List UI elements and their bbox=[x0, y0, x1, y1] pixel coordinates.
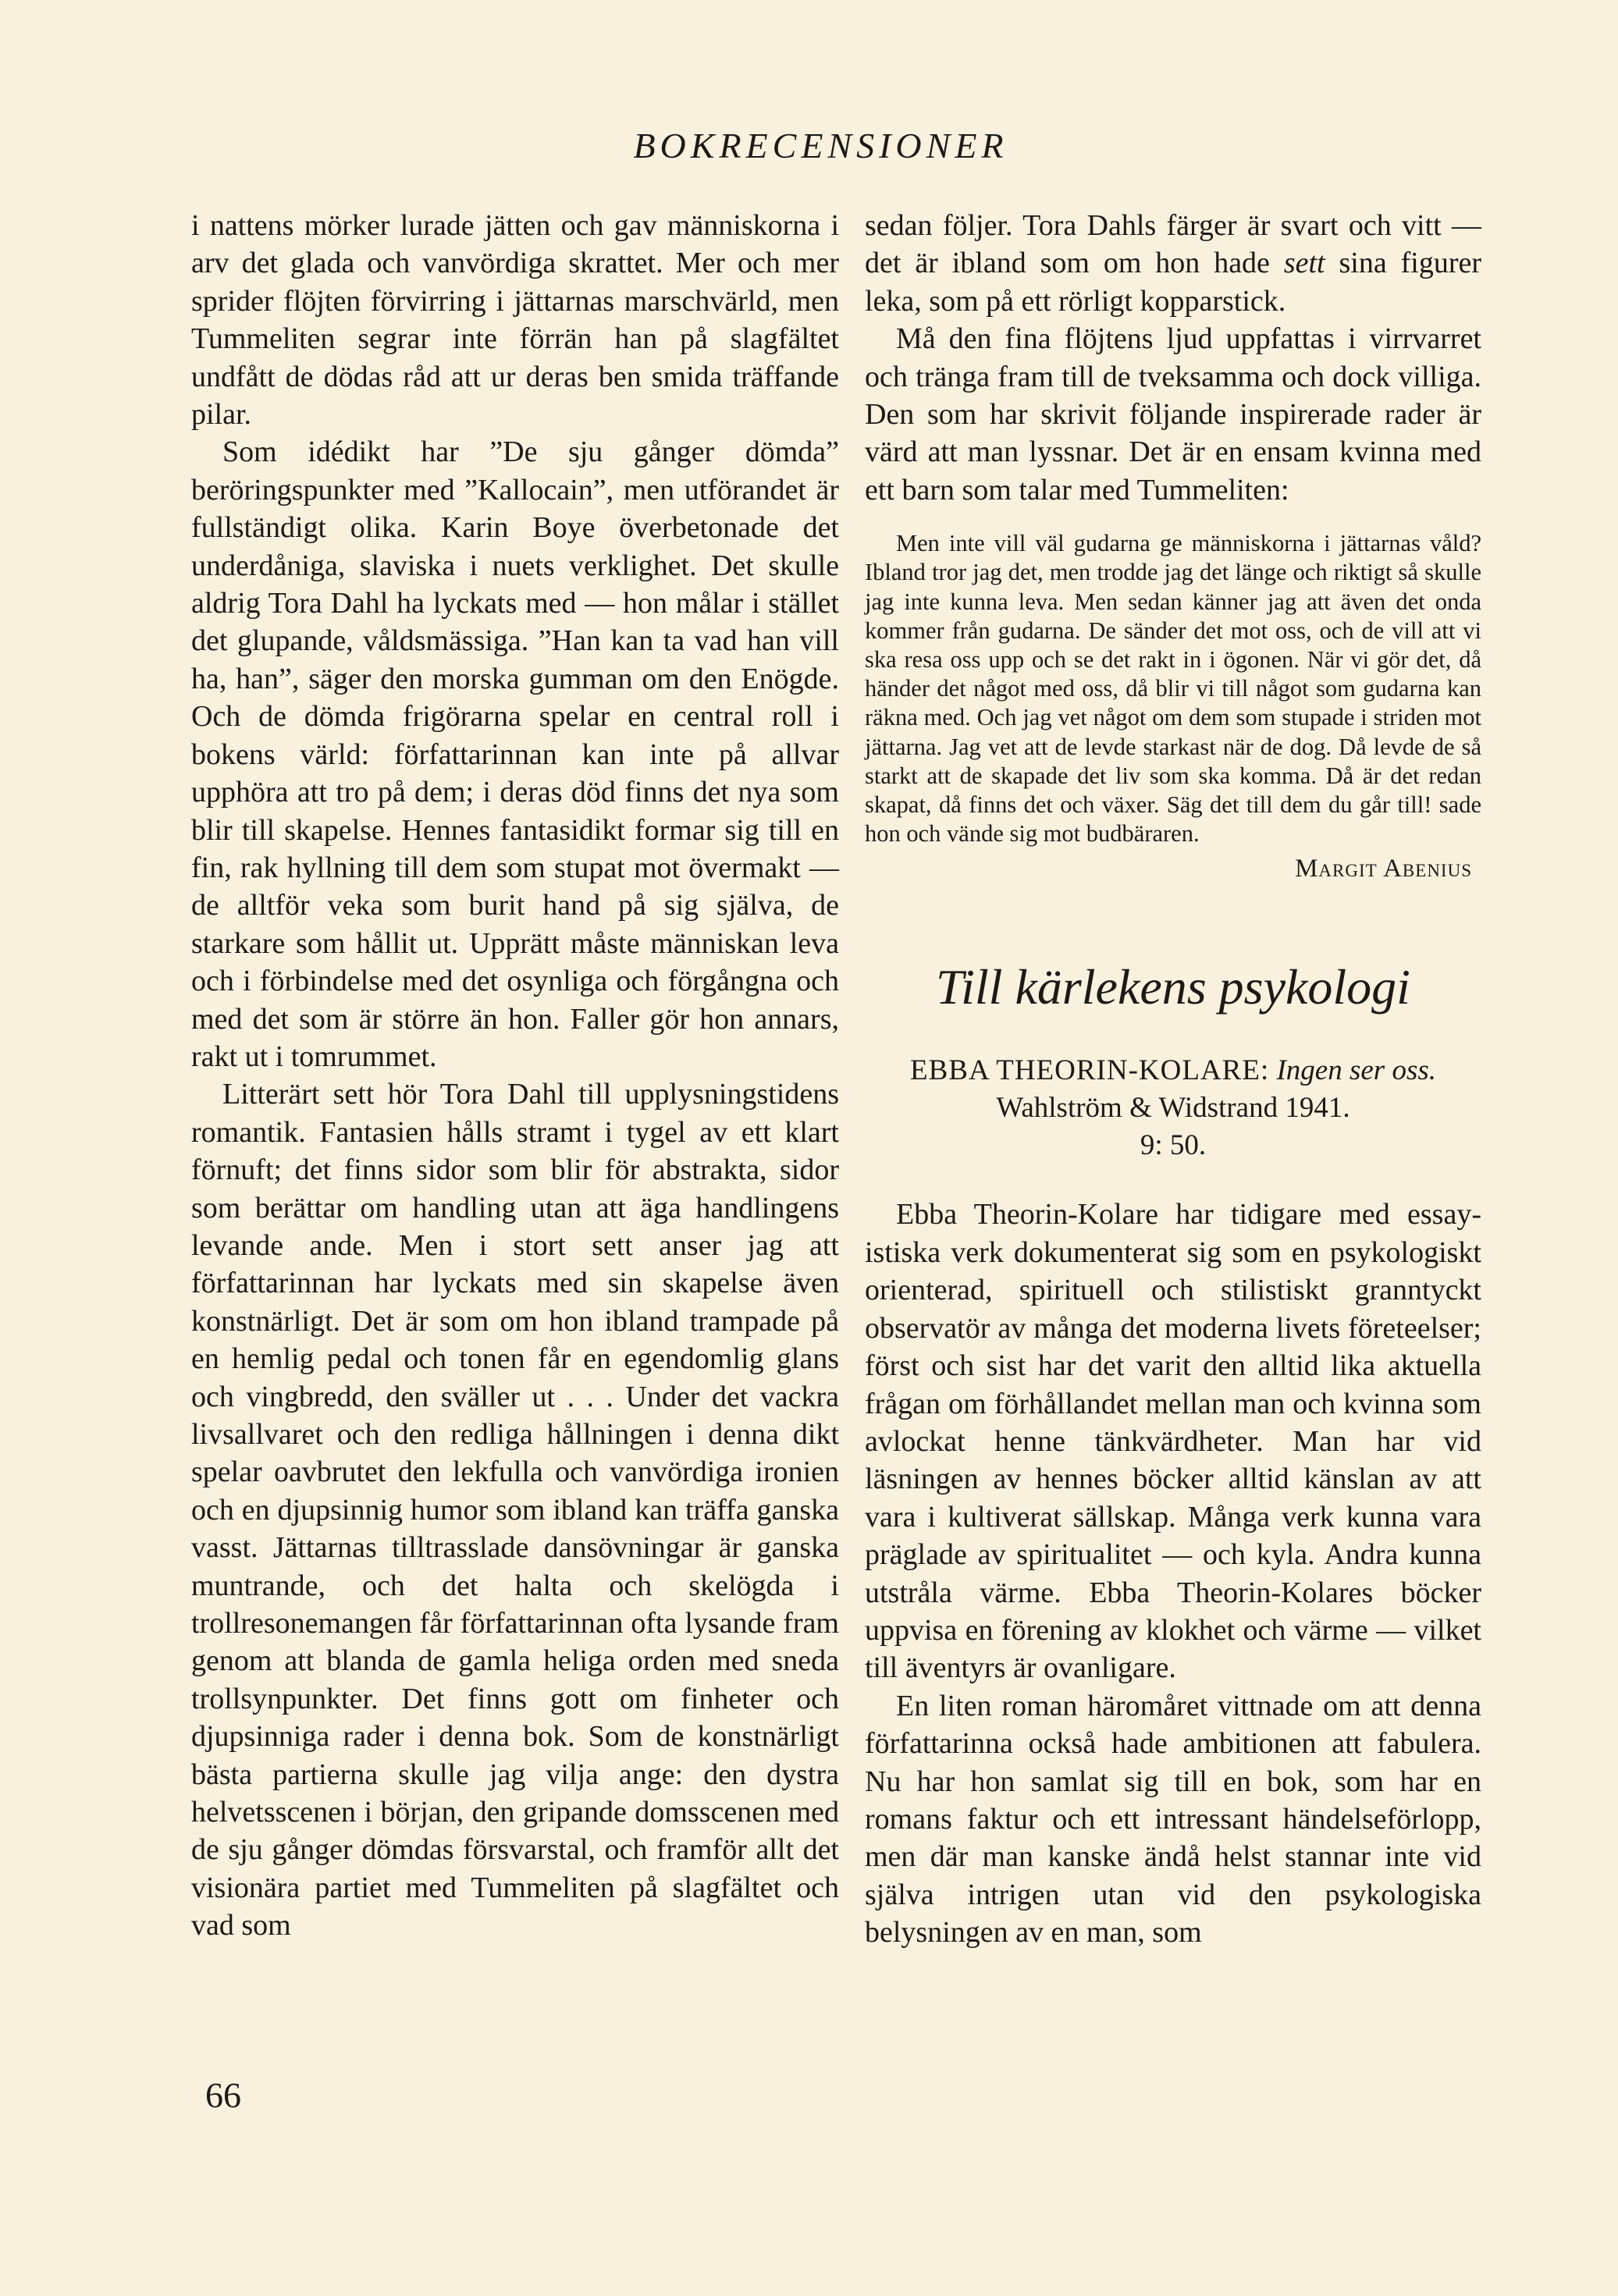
right-column bbox=[865, 207, 1481, 1952]
right-paragraph-1-tail: sina figurer leka, som på ett rörligt kopparstick. bbox=[865, 247, 1481, 318]
reviewer-signature: Margit Abenius bbox=[1295, 855, 1472, 883]
book-price: 9: 50. bbox=[1140, 1129, 1207, 1162]
block-quote: Men inte vill väl gudarna ge människorna i jättarnas våld? Ibland tror jag det, men trodde jag det länge och riktigt så skulle jag inte kunna leva. Men sedan känner jag att även det onda kommer från gudarna. De sänder det mot oss, och de vill att vi ska resa oss upp och se det rakt in i ögonen. När vi gör det, då händer det något med oss, då blir vi till något som gudarna kan räkna med. Och jag vet något om dem som stupade i striden mot jättarna. Jag vet att de levde starkast när de dog. Då levde de så starkt att de skapade det liv som ska komma. Då är det redan skapat, då finns det och växer. Säg det till dem du går till! sade hon och vände sig mot budbäraren. bbox=[865, 530, 1481, 848]
review-title: Till kärlekens psykologi bbox=[936, 959, 1410, 1015]
left-paragraph-2: Som idédikt har ”De sju gånger dömda” beröringspunkter med ”Kallocain”, men utförandet är fullständigt olika. Karin Boye överbetonade det underdåniga, slaviska i nuets verklighet. Det skulle aldrig Tora Dahl ha lyckats med — hon målar i stället det glupande, våldsmässiga. ”Han kan ta vad han vill ha, han”, säger den morska gumman om den Enögde. Och de dömda frigörarna spelar en central roll i bokens värld: författarinnan kan inte på allvar upphöra att tro på dem; i deras död finns det nya som blir till skapelse. Hennes fantasidikt formar sig till en fin, rak hyllning till dem som stupat mot övermakt — de alltför veka som burit hand på sig själva, de starkare som hållit ut. Upprätt måste människan leva och i förbindelse med det osynliga och förgångna och med det som är större än hon. Faller gör hon annars, rakt ut i tomrummet. bbox=[191, 435, 839, 1073]
book-publisher: Wahlström & Widstrand 1941. bbox=[996, 1092, 1350, 1125]
right-paragraph-4: En liten roman häromåret vittnade om att denna författarinna också hade ambitionen att fabulera. Nu har hon samlat sig till en bok, som har en romans faktur och ett intressant händelseförlopp, men där man kanske ändå helst stannar inte vid själva intrigen utan vid den psykologiska belysningen av en man, som bbox=[865, 1689, 1481, 1949]
left-paragraph-3: Litterärt sett hör Tora Dahl till upplysningstidens romantik. Fantasien hålls stramt i tygel av ett klart förnuft; det finns sidor som blir för abstrakta, sidor som berättar om handling utan att äga handlingens levande ande. Men i stort sett anser jag att författarinnan har lyckats med sin skapelse även konstnärligt. Det är som om hon ibland trampade på en hemlig pedal och tonen får en egendomlig glans och vingbredd, den sväller ut . . . Under det vackra livsallvaret och den redliga hållningen i denna dikt spelar oavbrutet den lekfulla och vanvördiga ironien och en djupsinnig humor som ibland kan träffa ganska vasst. Jättarnas tilltrasslade dansövningar är ganska muntrande, och det halta och skelögda i trollresonemangen får författarinnan ofta lysande fram genom att blanda de gamla heliga orden med sneda trollsynpunkter. Det finns gott om finheter och djupsinniga rader i denna bok. Som de konstnärligt bästa partierna skulle jag vilja ange: den dystra helvetsscenen i början, den gripande domsscenen med de sju gånger dömdas försvarstal, och framför allt det visionära partiet med Tummeliten på slagfältet och vad som bbox=[191, 1078, 839, 1942]
running-head: BOKRECENSIONER bbox=[633, 126, 1008, 165]
emphasis-word: sett bbox=[1283, 247, 1325, 280]
right-paragraph-1-text: sedan följer. Tora Dahls färger är svart och vitt — det är ibland som om hon hade bbox=[865, 209, 1481, 280]
page-number: 66 bbox=[205, 2075, 241, 2115]
right-paragraph-2: Må den fina flöjtens ljud uppfattas i virrvarret och tränga fram till de tveksamma och dock villiga. Den som har skrivit följande inspirerade rader är värd att man lyssnar. Det är en ensam kvinna med ett barn som talar med Tummeliten: bbox=[865, 322, 1481, 506]
left-column bbox=[191, 207, 839, 1945]
right-paragraph-3: Ebba Theorin-Kolare har tidigare med essayistiska verk dokumenterat sig som en psykologiskt orienterad, spirituell och stilistiskt granntyckt observatör av många det moderna livets företeelser; först och sist har det varit den alltid lika aktuella frågan om förhållandet mellan man och kvinna som avlockat henne tänkvärdheter. Man har vid läsningen av hennes böcker alltid känslan av att vara i kultiverat sällskap. Många verk kunna vara präglade av spiritualitet — och kyla. Andra kunna utstråla värme. Ebba Theorin-Kolares böcker uppvisa en förening av klokhet och värme — vilket till äventyrs är ovanligare. bbox=[865, 1198, 1481, 1685]
book-author: EBBA THEORIN-KOLARE: bbox=[910, 1054, 1270, 1087]
right-paragraph-1 bbox=[865, 207, 1481, 320]
book-title: Ingen ser oss. bbox=[1276, 1054, 1436, 1087]
left-paragraph-1: i nattens mörker lurade jätten och gav människorna i arv det glada och vanvördiga skrattet. Mer och mer sprider flöjten förvirring i jättarnas marschvärld, men Tummeliten segrar inte förrän han på slagfältet undfått de dödas råd att ur deras ben smida träffande pilar. bbox=[191, 209, 839, 432]
bibliographic-entry bbox=[865, 1052, 1481, 1164]
